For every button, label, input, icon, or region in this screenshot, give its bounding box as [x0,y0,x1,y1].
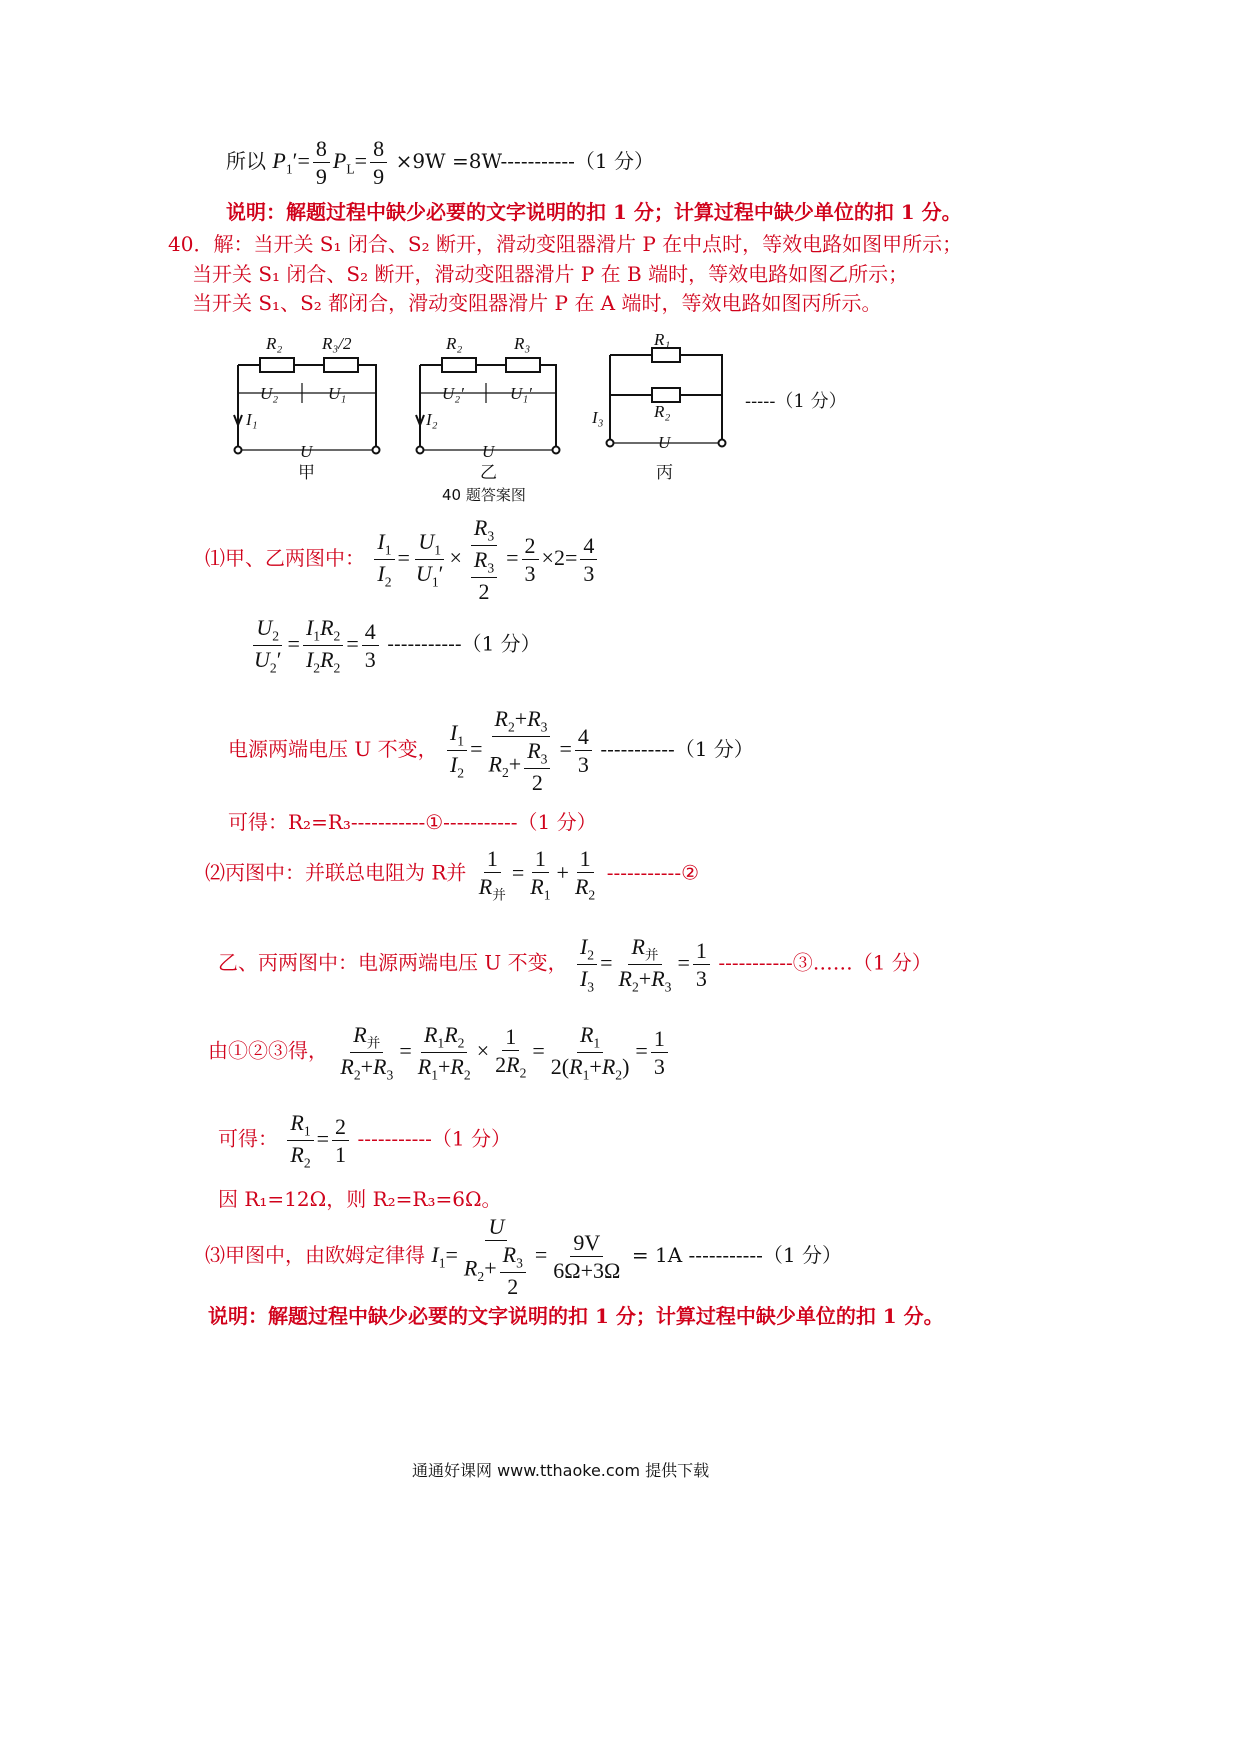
u-ratio-score: -----------（1 分） [387,631,541,656]
part2-result [218,1110,511,1171]
yibing-prefix: 乙、丙两图中：电源两端电压 U 不变， [218,950,568,975]
figure-caption: 40 题答案图 [442,486,526,504]
circuit-yi [416,358,560,454]
bottom-note: 说明：解题过程中缺少必要的文字说明的扣 1 分；计算过程中缺少单位的扣 1 分。 [208,1304,944,1328]
part2-label: ⑵丙图中：并联总电阻为 R并 [205,860,467,885]
caption-yi: 乙 [480,463,497,483]
part3-formula: $I_1=$ U $R_2+$ $\frac{R_3}{2}$ = $\frac{9V}{6\Omega+3\Omega}$ [431,1214,621,1300]
page-footer: 通通好课网 www.tthaoke.com 提供下载 [412,1461,710,1480]
part2-result-score: -----------（1 分） [357,1126,511,1151]
marker-3: -----------③……（1 分） [718,950,932,975]
resistor-r2-yi [442,358,476,372]
resistor-r3-yi [506,358,540,372]
top-formula: $P_1'=$ $\frac{8}{9}$ $P_L=$ $\frac{8}{9}$ [272,148,395,173]
label-u1p-yi: U₁′ [510,384,532,403]
part3-ohm [205,1214,842,1300]
yibing-formula: $\frac{I_2}{I_3}$ = $\frac{R_并}{R_2+R_3}$ = $\frac{1}{3}$ [574,950,718,975]
part3-tail: = 1A -----------（1 分） [631,1242,842,1267]
label-u-bing: U [658,433,671,452]
part2-yibing [218,934,932,995]
label-u2p-yi: U₂′ [442,384,464,403]
parallel-formula: $\frac{1}{R_并}$ = $\frac{1}{R_1}$ + $\frac{1}{R_2}$ [478,846,596,903]
part1-result: 可得：R₂=R₃-----------①-----------（1 分） [228,810,597,834]
part1-label: ⑴甲、乙两图中： [205,545,365,570]
circuit-figure [220,325,920,515]
top-tail: ×9W =8W-----------（1 分） [395,148,654,173]
q40-line2: 当开关 S₁ 闭合、S₂ 断开，滑动变阻器滑片 P 在 B 端时，等效电路如图乙所示； [192,262,909,286]
label-r2-yi: R₂ [446,334,463,353]
part1-formula: $\frac{I_1}{I_2}$ = $\frac{U_1}{U_1'}$ × $\frac{R_3}{\frac{R_3}{2}}$ = $\frac{2}{3}$ ×2= $\frac{4}{3}$ [371,545,600,570]
voltage-formula: $\frac{I_1}{I_2}$ = $R_2+R_3$ $R_2+$ $\frac{R_3}{2}$ = $\frac{4}{3}$ [444,736,600,761]
part3-label: ⑶甲图中，由欧姆定律得 [205,1242,425,1267]
resistor-r2-bing [652,388,680,402]
combine-formula: $\frac{R_并}{R_2+R_3}$ = $\frac{R_1R_2}{R_1+R_2}$ × $\frac{1}{2R_2}$ = $\frac{R_1}{2(R_1+R_2)}$ = $\frac{1}{3}$ [334,1038,670,1063]
voltage-score: -----------（1 分） [600,736,754,761]
resistor-r3half-jia [324,358,358,372]
label-r3-yi: R₃ [514,334,531,353]
label-r1-bing: R₁ [654,330,671,349]
part1-ratio [205,515,600,604]
part2-result-formula: $\frac{R_1}{R_2}$ = $\frac{2}{1}$ [284,1126,357,1151]
part2-given: 因 R₁=12Ω，则 R₂=R₃=6Ω。 [218,1187,502,1211]
top-note: 说明：解题过程中缺少必要的文字说明的扣 1 分；计算过程中缺少单位的扣 1 分。 [226,200,962,224]
u-ratio-formula: $\frac{U_2}{U_2'}$ = $\frac{I_1R_2}{I_2R_2}$ = $\frac{4}{3}$ [248,631,387,656]
label-r2-jia: R₂ [266,334,283,353]
part2-result-prefix: 可得： [218,1126,278,1151]
part2-parallel [205,846,699,903]
label-r2-bing: R₂ [654,402,671,421]
part1-u-ratio [248,615,541,676]
combine-prefix: 由①②③得， [208,1038,328,1063]
label-r3half-jia: R₃/2 [322,334,352,353]
q40-line3: 当开关 S₁、S₂ 都闭合，滑动变阻器滑片 P 在 A 端时，等效电路如图丙所示。 [192,291,882,315]
label-u-yi: U [482,442,495,461]
part1-voltage [228,706,754,795]
label-u2-jia: U₂ [260,384,279,403]
resistor-r2-jia [260,358,294,372]
voltage-prefix: 电源两端电压 U 不变， [228,736,438,761]
circuit-jia [234,358,380,454]
label-i2-yi: I₂ [426,410,438,429]
caption-jia: 甲 [298,463,315,483]
label-u-jia: U [300,442,313,461]
q40-line1: 40．解：当开关 S₁ 闭合、S₂ 断开，滑动变阻器滑片 P 在中点时，等效电路如图甲所示； [168,232,963,256]
resistor-r1-bing [652,348,680,362]
top-formula-line [226,136,654,190]
figure-score: -----（1 分） [745,391,847,412]
circuit-bing [607,348,726,447]
caption-bing: 丙 [656,463,673,483]
label-i3-bing: I₃ [592,408,604,427]
part2-combine [208,1022,671,1083]
marker-2: -----------② [606,860,699,885]
label-u1-jia: U₁ [328,384,347,403]
top-prefix: 所以 [226,148,266,173]
label-i1-jia: I₁ [246,410,258,429]
